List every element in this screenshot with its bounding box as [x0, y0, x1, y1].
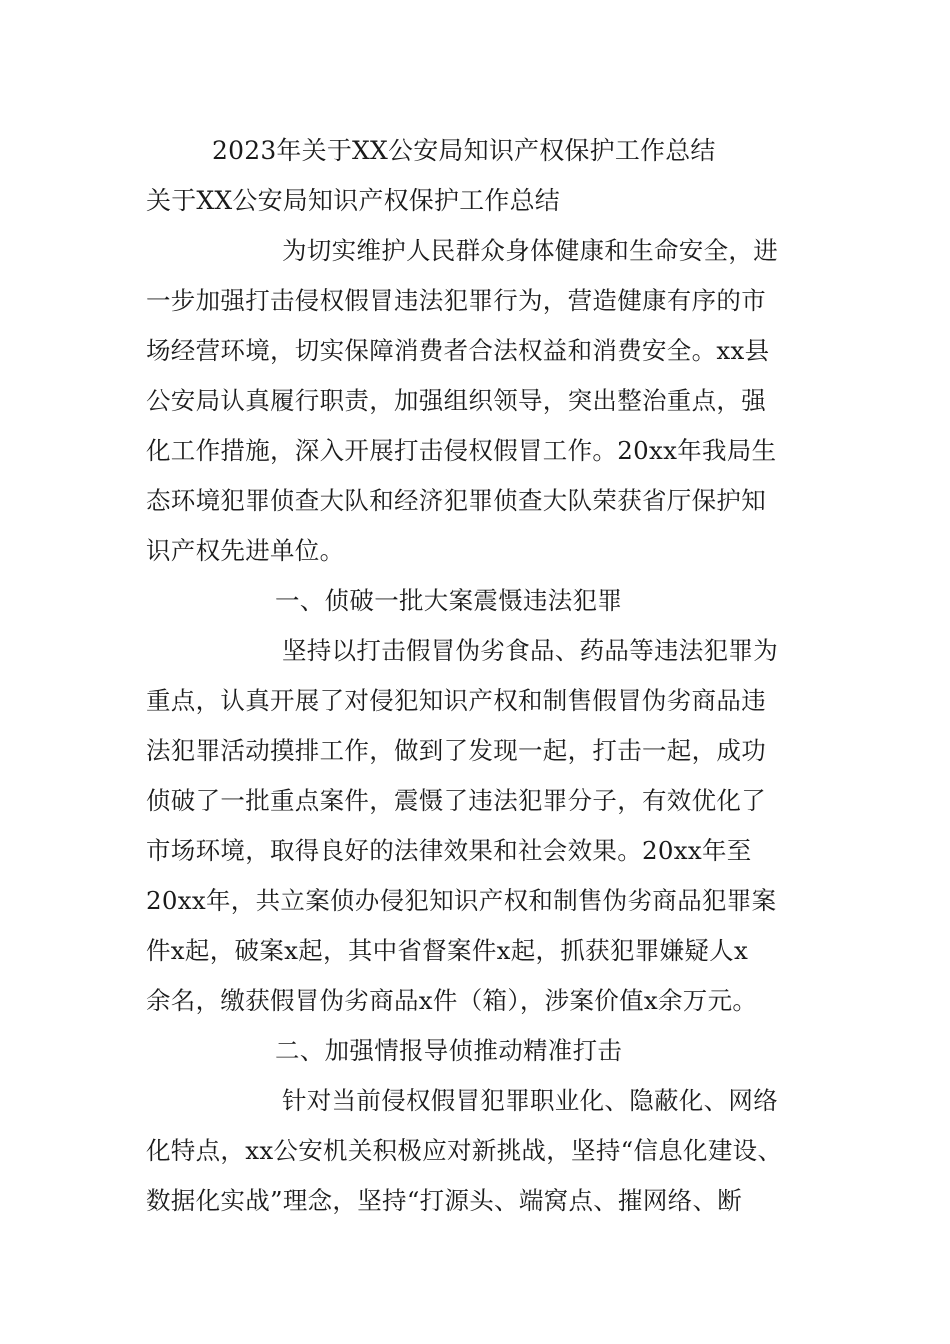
paragraph-line: 市场环境，取得良好的法律效果和社会效果。20xx年至: [146, 836, 752, 865]
paragraph-line: 数据化实战”理念，坚持“打源头、端窝点、摧网络、断: [146, 1186, 743, 1215]
document-subtitle: 关于XX公安局知识产权保护工作总结: [146, 186, 560, 215]
paragraph-line: 法犯罪活动摸排工作，做到了发现一起，打击一起，成功: [146, 736, 766, 765]
paragraph-line: 态环境犯罪侦查大队和经济犯罪侦查大队荣获省厅保护知: [146, 486, 766, 515]
paragraph-line: 件x起，破案x起，其中省督案件x起，抓获犯罪嫌疑人x: [146, 936, 749, 965]
document-title: 2023年关于XX公安局知识产权保护工作总结: [212, 136, 716, 165]
paragraph-line: 针对当前侵权假冒犯罪职业化、隐蔽化、网络: [282, 1086, 778, 1115]
paragraph-line: 重点，认真开展了对侵犯知识产权和制售假冒伪劣商品违: [146, 686, 766, 715]
paragraph-line: 识产权先进单位。: [146, 536, 345, 565]
paragraph-line: 余名，缴获假冒伪劣商品x件（箱），涉案价值x余万元。: [146, 986, 758, 1015]
paragraph-line: 为切实维护人民群众身体健康和生命安全，进: [282, 236, 778, 265]
paragraph-line: 化特点，xx公安机关积极应对新挑战，坚持“信息化建设、: [146, 1136, 783, 1165]
paragraph-line: 一步加强打击侵权假冒违法犯罪行为，营造健康有序的市: [146, 286, 766, 315]
paragraph-line: 公安局认真履行职责，加强组织领导，突出整治重点，强: [146, 386, 766, 415]
paragraph-line: 场经营环境，切实保障消费者合法权益和消费安全。xx县: [146, 336, 770, 365]
paragraph-line: 20xx年，共立案侦办侵犯知识产权和制售伪劣商品犯罪案: [146, 886, 777, 915]
paragraph-line: 化工作措施，深入开展打击侵权假冒工作。20xx年我局生: [146, 436, 777, 465]
paragraph-line: 侦破了一批重点案件，震慑了违法犯罪分子，有效优化了: [146, 786, 766, 815]
section-heading: 二、加强情报导侦推动精准打击: [275, 1036, 623, 1065]
section-heading: 一、侦破一批大案震慑违法犯罪: [275, 586, 623, 615]
paragraph-line: 坚持以打击假冒伪劣食品、药品等违法犯罪为: [282, 636, 778, 665]
